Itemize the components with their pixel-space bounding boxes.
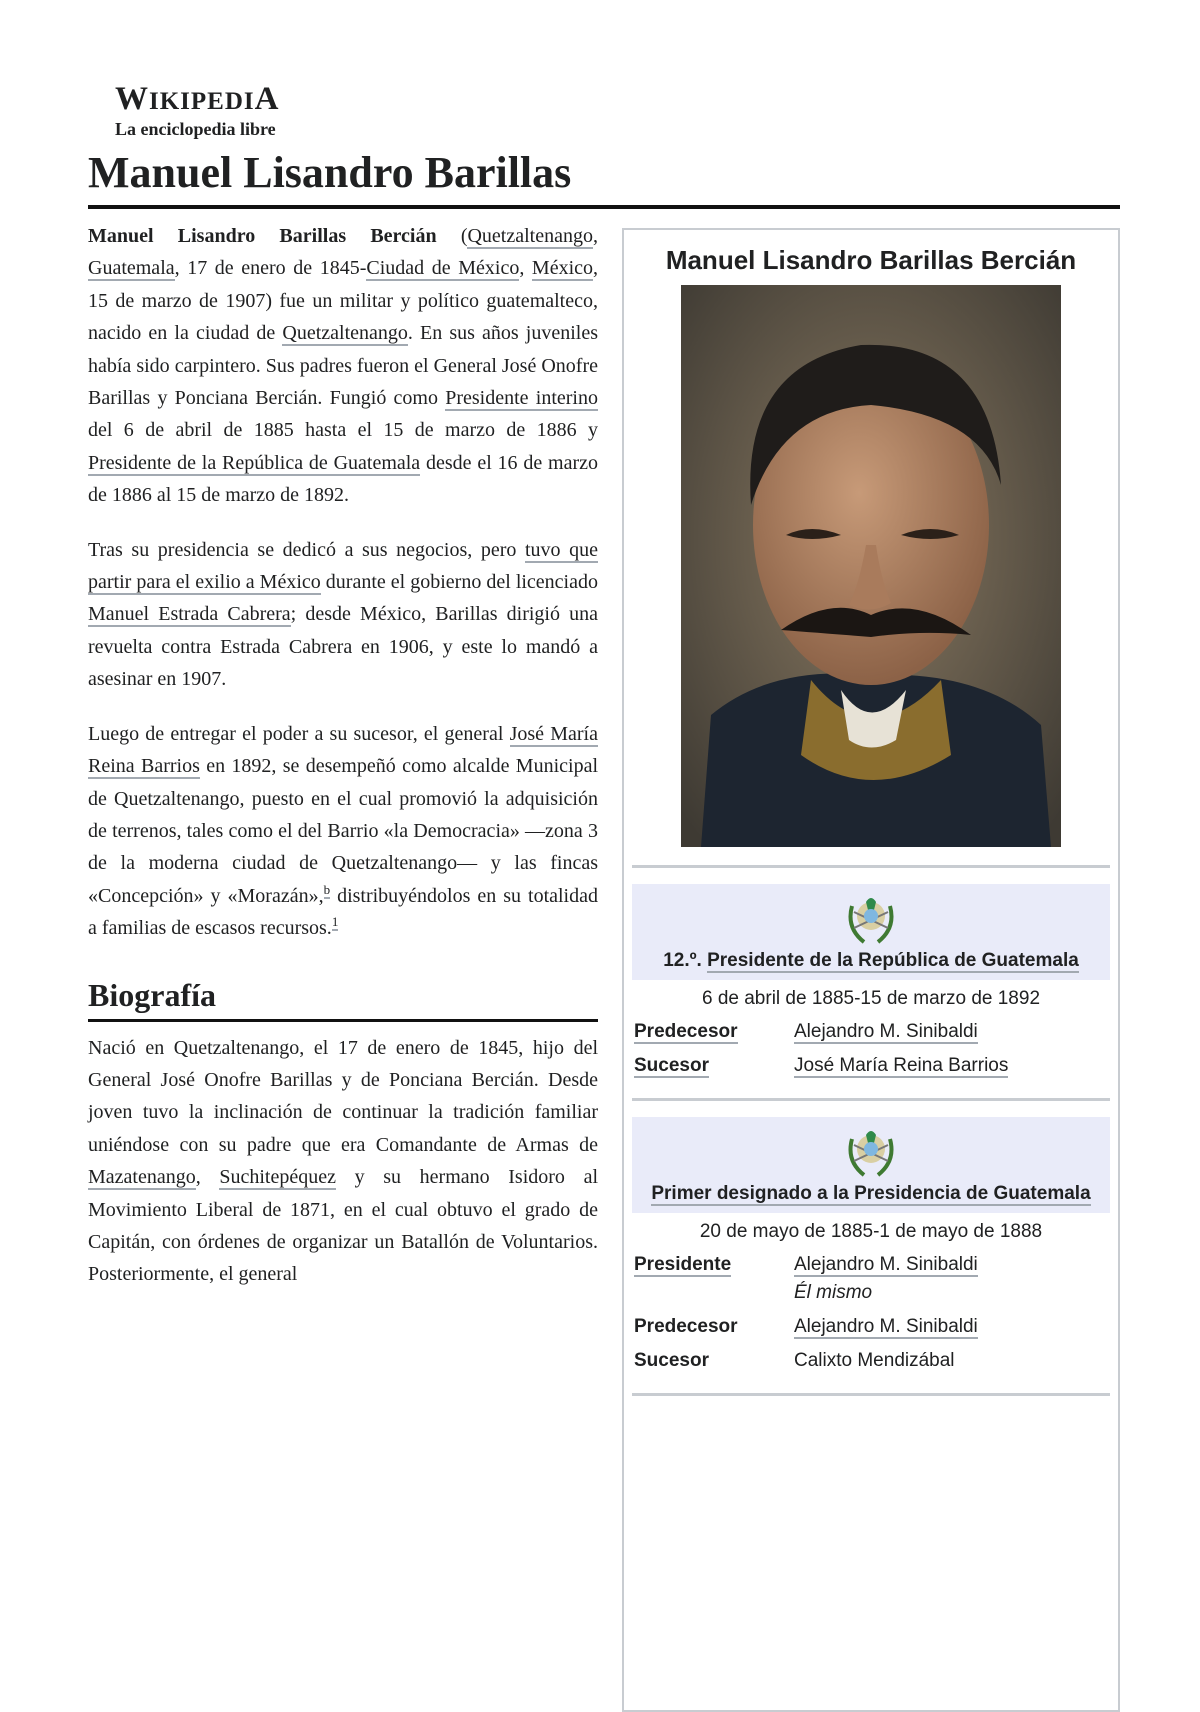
title-divider [88, 205, 1120, 209]
value-calixto-mendizabal: Calixto Mendizábal [794, 1350, 955, 1371]
intro-paragraph-1: Manuel Lisandro Barillas Bercián (Quetzaltenango, Guatemala, 17 de enero de 1845-Ciudad de México, México, 15 de marzo de 1907) fue un militar y político guatemalteco, nacido en la ciudad de Quetzaltenango. En sus años juveniles había sido carpintero. Sus padres fueron el General José Onofre Barillas y Ponciana Bercián. Fungió como Presidente interino del 6 de abril de 1885 hasta el 15 de marzo de 1886 y Presidente de la República de Guatemala desde el 16 de marzo de 1886 al 15 de marzo de 1892. [88, 225, 599, 507]
row-predecesor-2: Predecesor Alejandro M. Sinibaldi [634, 1316, 978, 1337]
value-el-mismo: Él mismo [794, 1282, 873, 1303]
infobox-separator-1 [632, 865, 1110, 868]
link-mazatenango[interactable]: Mazatenango [88, 1166, 196, 1189]
footnote-b[interactable]: b [323, 882, 331, 898]
office-dates-designado: 20 de mayo de 1885-1 de mayo de 1888 [699, 1221, 1043, 1242]
infobox-separator-3 [632, 1393, 1110, 1396]
row-presidente: Presidente Alejandro M. Sinibaldi Él mismo [634, 1254, 978, 1303]
portrait-image[interactable] [681, 285, 1061, 847]
infobox [622, 228, 1120, 1712]
link-quetzaltenango[interactable]: Quetzaltenango [467, 225, 593, 247]
office-title-designado [636, 1179, 1106, 1209]
row-sucesor-2: Sucesor Calixto Mendizábal [634, 1350, 955, 1371]
link-jose-maria-reina-barrios-infobox[interactable]: José María Reina Barrios [794, 1055, 1009, 1076]
intro-paragraph-2: Tras su presidencia se dedicó a sus negocios, pero tuvo que partir para el exilio a México durante el gobierno del licenciado Manuel Estrada Cabrera; desde México, Barillas dirigió una revuelta contra Estrada Cabrera en 1906, y este lo mandó a asesinar en 1907. [88, 538, 599, 691]
section-heading-biografia: Biografía [88, 975, 598, 1022]
link-alejandro-sinibaldi-2[interactable]: Alejandro M. Sinibaldi [794, 1254, 978, 1275]
link-guatemala[interactable]: Guatemala [88, 257, 175, 280]
office-dates-presidente: 6 de abril de 1885-15 de marzo de 1892 [701, 988, 1041, 1009]
link-presidente-interino[interactable]: Presidente interino [445, 387, 598, 410]
infobox-separator-2 [632, 1098, 1110, 1101]
bio-paragraph-1: Nació en Quetzaltenango, el 17 de enero de 1845, hijo del General José Onofre Barillas y de Ponciana Bercián. Desde joven tuvo la inclinación de continuar la tradición familiar uniéndose con su padre que era Comandante de Armas de Mazatenango, Suchitepéquez y su hermano Isidoro al Movimiento Liberal de 1871, en el cual obtuvo el grado de Capitán, con órdenes de organizar un Batallón de Voluntarios. Posteriormente, el general [88, 1036, 598, 1286]
link-exilio-mexico[interactable]: tuvo que partir para el exilio a México [88, 538, 599, 594]
infobox-title: Manuel Lisandro Barillas Bercián [665, 245, 1077, 275]
logo-wordmark: WIKIPEDIA [115, 81, 280, 117]
office-title-presidente: 12.º. Presidente de la República de Guatemala [663, 950, 1079, 971]
link-jose-maria-reina-barrios[interactable]: José María Reina Barrios [88, 722, 598, 778]
row-sucesor: Sucesor José María Reina Barrios [634, 1055, 1009, 1076]
row-predecesor: Predecesor Alejandro M. Sinibaldi [634, 1021, 978, 1042]
wikipedia-logo[interactable] [115, 82, 315, 139]
guatemala-coat-of-arms-icon[interactable] [844, 1121, 898, 1179]
link-mexico[interactable]: México [531, 257, 594, 280]
link-alejandro-sinibaldi[interactable]: Alejandro M. Sinibaldi [794, 1021, 978, 1042]
link-ciudad-de-mexico[interactable]: Ciudad de México [366, 257, 520, 280]
page-title: Manuel Lisandro Barillas [88, 148, 572, 197]
office-header-presidente [632, 884, 1110, 980]
link-presidente-republica[interactable]: Presidente de la República de Guatemala [88, 451, 421, 474]
link-manuel-estrada-cabrera[interactable]: Manuel Estrada Cabrera [88, 603, 291, 626]
link-alejandro-sinibaldi-3[interactable]: Alejandro M. Sinibaldi [794, 1316, 978, 1337]
link-presidente-de-guatemala[interactable]: Presidente de la República de Guatemala [707, 950, 1079, 971]
guatemala-coat-of-arms-icon[interactable] [844, 888, 898, 946]
intro-paragraph-3: Luego de entregar el poder a su sucesor, el general José María Reina Barrios en 1892, se desempeñó como alcalde Municipal de Quetzaltenango, puesto en el cual promovió la adquisición de terrenos, tales como el del Barrio «la Democracia» —zona 3 de la moderna ciudad de Quetzaltenango— y las fincas «Concepción» y «Morazán»,$^b$ distribuyéndolos en su totalidad a familias de escasos recursos.$^1$ [88, 722, 598, 940]
reference-1[interactable]: 1 [331, 914, 339, 930]
link-suchitepequez[interactable]: Suchitepéquez [219, 1166, 336, 1189]
office-header-designado [632, 1117, 1110, 1213]
logo-tagline: La enciclopedia libre [115, 119, 276, 139]
link-quetzaltenango-2[interactable]: Quetzaltenango [282, 322, 408, 345]
link-primer-designado[interactable]: Primer designado a la Presidencia de Guatemala [651, 1183, 1091, 1204]
article-body [88, 220, 598, 1313]
